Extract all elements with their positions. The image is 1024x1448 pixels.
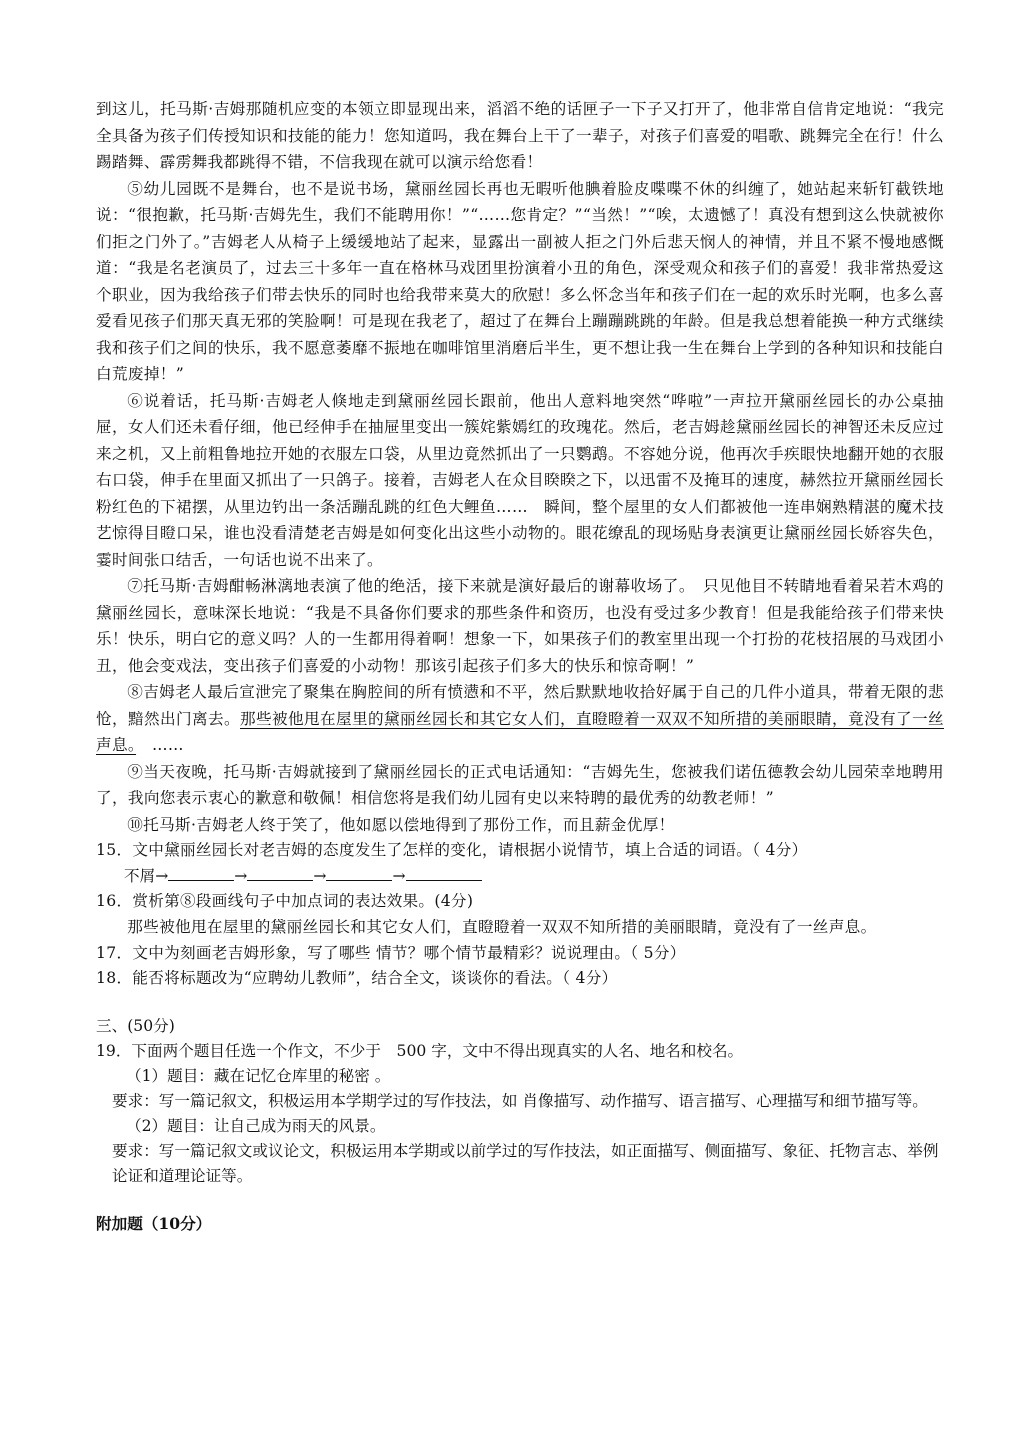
- story-paragraph-7: ⑦托马斯·吉姆酣畅淋漓地表演了他的绝活，接下来就是演好最后的谢幕收场了。 只见他目不转睛地看着呆若木鸡的黛丽丝园长，意味深长地说：“我是不具备你们要求的那些条件和资历，也没有受过多少教育！但是我能给孩子们带来快乐！快乐，明白它的意义吗？人的一生都用得着啊！想象一下，如果孩子们的教室里出现一个打扮的花枝招展的马戏团小丑，他会变戏法，变出孩子们喜爱的小动物！那该引起孩子们多大的快乐和惊奇啊！”: [96, 577, 944, 675]
- story-paragraph-9: ⑨当天夜晚，托马斯·吉姆就接到了黛丽丝园长的正式电话通知：“吉姆先生，您被我们诺伍德教会幼儿园荣幸地聘用了，我向您表示衷心的歉意和敬佩！相信您将是我们幼儿园有史以来特聘的最优秀的幼教老师！”: [96, 762, 944, 807]
- underlined-sentence: 那些被他甩在屋里的黛丽丝园长和其它女人们，直瞪瞪着一双双不知所措的美丽眼睛，竟没有了一丝声息。: [96, 709, 944, 754]
- story-paragraph-6: ⑥说着话，托马斯·吉姆老人倏地走到黛丽丝园长跟前，他出人意料地突然“哗啦”一声拉开黛丽丝园长的办公桌抽屉，女人们还未看仔细，他已经伸手在抽屉里变出一簇姹紫嫣红的玫瑰花。然后，老吉姆趁黛丽丝园长的神智还未反应过来之机，又上前粗鲁地拉开她的衣服左口袋，从里边竟然抓出了一只鹦鹉。不容她分说，他再次手疾眼快地翻开她的衣服右口袋，伸手在里面又抓出了一只鸽子。接着，吉姆老人在众目睽睽之下，以迅雷不及掩耳的速度，赫然拉开黛丽丝园长粉红色的下裙摆，从里边钓出一条活蹦乱跳的红色大鲤鱼…… 瞬间，整个屋里的女人们都被他一连串娴熟精湛的魔术技艺惊得目瞪口呆，谁也没看清楚老吉姆是如何变化出这些小动物的。眼花缭乱的现场贴身表演更让黛丽丝园长娇容失色，霎时间张口结舌，一句话也说不出来了。: [96, 391, 944, 569]
- answer-blank-2[interactable]: [247, 866, 313, 881]
- question-19: 19．下面两个题目任选一个作文，不少于 500 字，文中不得出现真实的人名、地名和校名。: [96, 1041, 744, 1060]
- spacer: [96, 1189, 944, 1211]
- question-15: 15．文中黛丽丝园长对老吉姆的态度发生了怎样的变化，请根据小说情节，填上合适的词语。（ 4分）: [96, 841, 808, 859]
- question-17: 17．文中为刻画老吉姆形象，写了哪些 情节？哪个情节最精彩？说说理由。（ 5分）: [96, 943, 686, 962]
- story-paragraph-intro: 到这儿，托马斯·吉姆那随机应变的本领立即显现出来，滔滔不绝的话匣子一下子又打开了，他非常自信肯定地说：“我完全具备为孩子们传授知识和技能的能力！您知道吗，我在舞台上干了一辈子，对孩子们喜爱的唱歌、跳舞完全在行！什么踢踏舞、霹雳舞我都跳得不错，不信我现在就可以演示给您看！: [96, 100, 944, 171]
- spacer: [96, 992, 944, 1014]
- essay-requirement-1: 要求：写一篇记叙文，积极运用本学期学过的写作技法，如 肖像描写、动作描写、语言描写、心理描写和细节描写等。: [112, 1091, 928, 1110]
- story-paragraph-10: ⑩托马斯·吉姆老人终于笑了，他如愿以偿地得到了那份工作，而且薪金优厚！: [127, 815, 675, 834]
- question-18: 18．能否将标题改为“应聘幼儿教师”，结合全文，谈谈你的看法。（ 4分）: [96, 969, 618, 987]
- essay-topic-1: （1）题目：藏在记忆仓库里的秘密 。: [126, 1066, 391, 1085]
- question-16-quote: 那些被他甩在屋里的黛丽丝园长和其它女人们，直瞪瞪着一双双不知所措的美丽眼睛，竟没有了一丝声息。: [127, 918, 877, 936]
- extra-question-heading: 附加题（10分）: [96, 1213, 212, 1233]
- answer-blank-4[interactable]: [406, 866, 482, 881]
- answer-blank-1[interactable]: [168, 866, 234, 881]
- story-paragraph-8: [96, 679, 944, 759]
- arrow: →: [155, 866, 169, 885]
- question-15-blanks: [96, 864, 944, 889]
- question-16: 16．赏析第⑧段画线句子中加点词的表达效果。(4分): [96, 891, 474, 910]
- arrow: →: [234, 866, 248, 885]
- arrow: →: [392, 866, 406, 885]
- story-paragraph-5: ⑤幼儿园既不是舞台，也不是说书场，黛丽丝园长再也无暇听他腆着脸皮喋喋不休的纠缠了，她站起来斩钉截铁地说：“很抱歉，托马斯·吉姆先生，我们不能聘用你！”“……您肯定？”“当然！”“唉，太遗憾了！真没有想到这么快就被你们拒之门外了。”吉姆老人从椅子上缓缓地站了起来，显露出一副被人拒之门外后悲天悯人的神情，并且不紧不慢地感慨道：“我是名老演员了，过去三十多年一直在格林马戏团里扮演着小丑的角色，深受观众和孩子们的喜爱！我非常热爱这个职业，因为我给孩子们带去快乐的同时也给我带来莫大的欣慰！多么怀念当年和孩子们在一起的欢乐时光啊，也多么喜爱看见孩子们那天真无邪的笑脸啊！可是现在我老了，超过了在舞台上蹦蹦跳跳的年龄。但是我总想着能换一种方式继续我和孩子们之间的快乐，我不愿意萎靡不振地在咖啡馆里消磨后半生，更不想让我一生在舞台上学到的各种知识和技能白白荒废掉！”: [96, 179, 944, 383]
- section-3-heading: 三、(50分): [96, 1016, 175, 1035]
- essay-topic-2: （2）题目：让自己成为雨天的风景。: [126, 1116, 386, 1135]
- attitude-start: 不屑: [124, 866, 156, 885]
- paragraph-8-ellipsis: ……: [136, 736, 184, 754]
- arrow: →: [313, 866, 327, 885]
- paragraph-8-text: ⑧吉姆老人最后宣泄完了聚集在胸腔间的所有愤懑和不平，然后默默地收拾好属于自己的几件小道具，带着无限的悲怆，黯然出门离去。: [96, 683, 944, 728]
- answer-blank-3[interactable]: [326, 866, 392, 881]
- essay-requirement-2: 要求：写一篇记叙文或议论文，积极运用本学期或以前学过的写作技法，如正面描写、侧面描写、象征、托物言志、举例论证和道理论证等。: [112, 1141, 939, 1185]
